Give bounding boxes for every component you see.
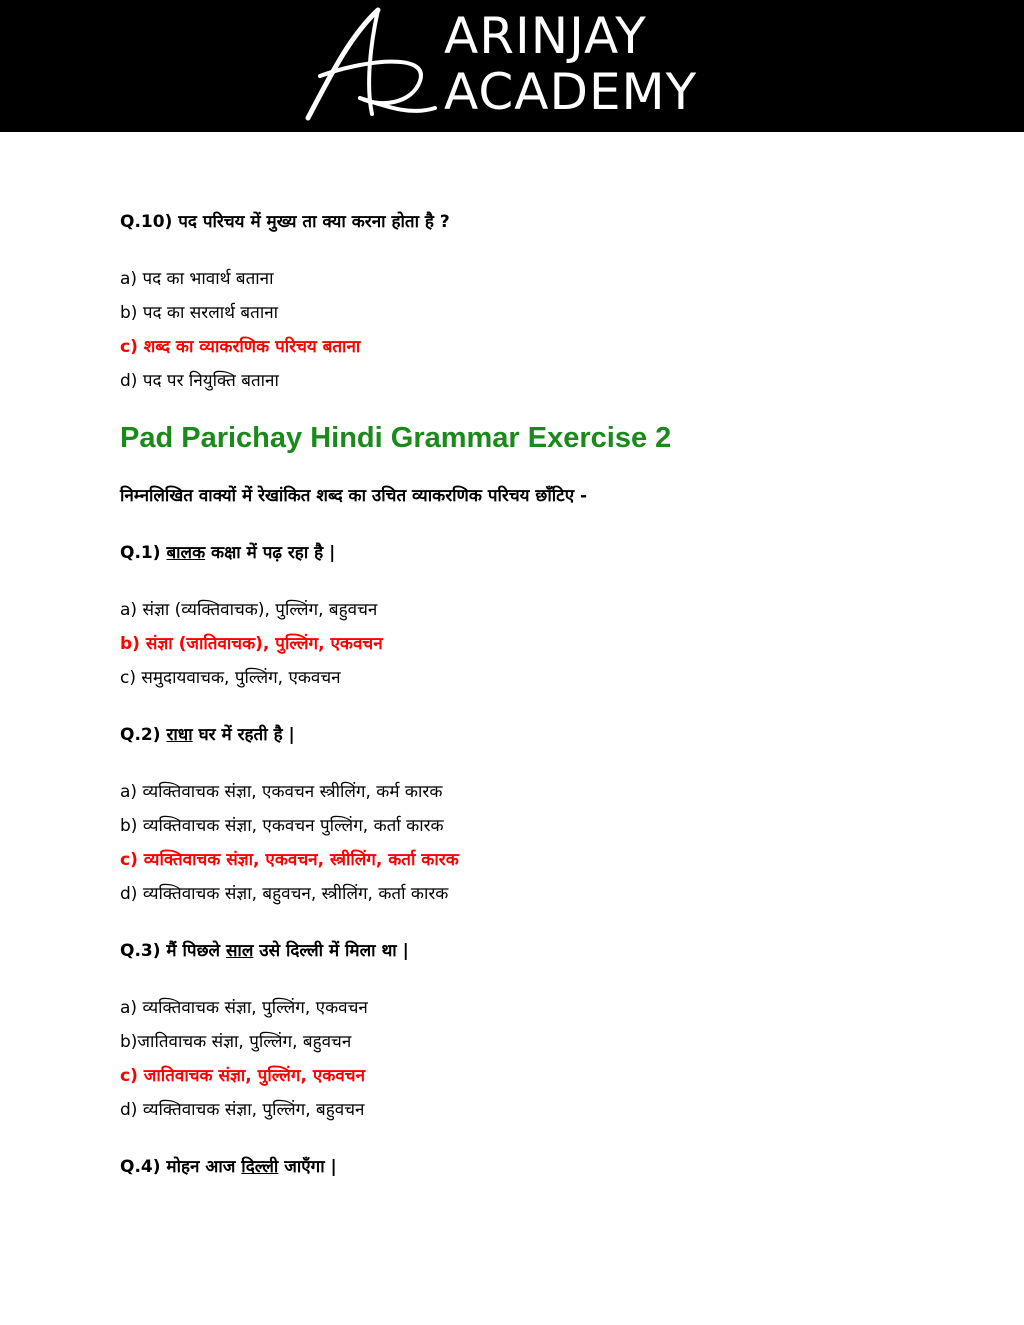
q4-suffix: जाएँगा | <box>278 1157 337 1177</box>
q2-option-d: d) व्यक्तिवाचक संज्ञा, बहुवचन, स्त्रीलिंग, कर्ता कारक <box>120 884 449 904</box>
q3-option-d: d) व्यक्तिवाचक संज्ञा, पुल्लिंग, बहुवचन <box>120 1100 365 1120</box>
q1-option-a: a) संज्ञा (व्यक्तिवाचक), पुल्लिंग, बहुवचन <box>120 600 378 620</box>
brand-line-1: ARINJAY <box>444 7 647 65</box>
q3-suffix: उसे दिल्ली में मिला था | <box>253 941 409 961</box>
q4-prefix: Q.4) मोहन आज <box>120 1157 242 1177</box>
q2-underlined-word: राधा <box>166 725 193 745</box>
question-10: Q.10) पद परिचय में मुख्य ता क्या करना होता है ? <box>120 212 450 232</box>
q10-option-c-correct: c) शब्द का व्याकरणिक परिचय बताना <box>120 337 361 357</box>
q3-underlined-word: साल <box>225 941 254 961</box>
instruction-text: निम्नलिखित वाक्यों में रेखांकित शब्द का उचित व्याकरणिक परिचय छाँटिए - <box>120 486 588 506</box>
q3-option-b: b)जातिवाचक संज्ञा, पुल्लिंग, बहुवचन <box>120 1032 352 1052</box>
q2-option-a: a) व्यक्तिवाचक संज्ञा, एकवचन स्त्रीलिंग, कर्म कारक <box>120 782 443 802</box>
brand-name <box>444 8 697 120</box>
question-1 <box>120 541 335 565</box>
q10-option-b: b) पद का सरलार्थ बताना <box>120 303 279 323</box>
q1-suffix: कक्षा में पढ़ रहा है | <box>205 543 336 563</box>
q1-option-b-correct: b) संज्ञा (जातिवाचक), पुल्लिंग, एकवचन <box>120 634 383 654</box>
q3-option-a: a) व्यक्तिवाचक संज्ञा, पुल्लिंग, एकवचन <box>120 998 368 1018</box>
arinjay-logo-mark-icon <box>300 6 440 126</box>
q1-underlined-word: बालक <box>166 543 206 563</box>
brand-line-2: ACADEMY <box>444 63 698 121</box>
question-3 <box>120 939 409 963</box>
q3-prefix: Q.3) मैं पिछले <box>120 941 226 961</box>
q2-option-b: b) व्यक्तिवाचक संज्ञा, एकवचन पुल्लिंग, कर्ता कारक <box>120 816 444 836</box>
q10-option-d: d) पद पर नियुक्ति बताना <box>120 371 279 391</box>
q4-underlined-word: दिल्ली <box>241 1157 279 1177</box>
q1-option-c: c) समुदायवाचक, पुल्लिंग, एकवचन <box>120 668 341 688</box>
q2-option-c-correct: c) व्यक्तिवाचक संज्ञा, एकवचन, स्त्रीलिंग, कर्ता कारक <box>120 850 459 870</box>
q10-option-a: a) पद का भावार्थ बताना <box>120 269 274 289</box>
header-banner <box>0 0 1024 132</box>
q2-prefix: Q.2) <box>120 725 167 745</box>
q2-suffix: घर में रहती है | <box>192 725 295 745</box>
question-2 <box>120 723 295 747</box>
q1-prefix: Q.1) <box>120 543 167 563</box>
section-heading: Pad Parichay Hindi Grammar Exercise 2 <box>120 422 672 454</box>
question-4 <box>120 1155 337 1179</box>
q3-option-c-correct: c) जातिवाचक संज्ञा, पुल्लिंग, एकवचन <box>120 1066 366 1086</box>
